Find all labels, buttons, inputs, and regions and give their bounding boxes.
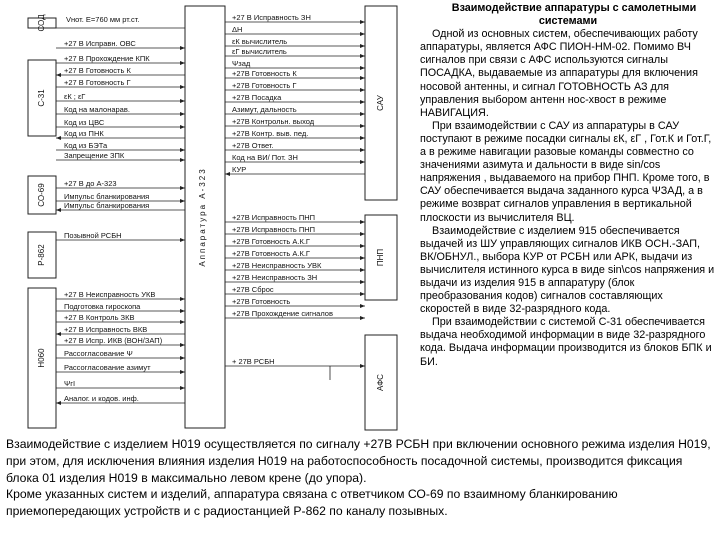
left-signal-label: Код на малонарав.: [64, 105, 130, 114]
left-signal-label: Аналог. и кодов. инф.: [64, 394, 139, 403]
section-title: Взаимодействие аппаратуры с самолетными системами: [451, 2, 697, 28]
right-signal-label: Ψзад: [232, 59, 251, 68]
paragraph-co69-p862: Кроме указанных систем и изделий, аппаратура связана с ответчиком СО‑69 по взаимному бланкированию приемопередающих устройств и с радиостанцией Р‑862 по каналу позывных.: [6, 487, 618, 519]
right-signal-label: εК вычислитель: [232, 37, 288, 46]
left-signal-label: Импульс бланкирования: [64, 192, 150, 201]
left-signal-line-head: [180, 238, 185, 242]
right-signal-label: +27В Готовность А.К.Г: [232, 237, 310, 246]
left-signal-line-head: [180, 158, 185, 162]
right-block-label: САУ: [376, 95, 386, 111]
right-signal-label: +27В Готовность А.К.Г: [232, 249, 310, 258]
right-signal-label: +27В Посадка: [232, 93, 282, 102]
right-signal-line-head: [360, 76, 365, 80]
right-signal-line-head: [360, 100, 365, 104]
left-signal-line-head: [180, 199, 185, 203]
left-signal-line-head: [180, 356, 185, 360]
left-signal-label: +27 В Исправн. ОВС: [64, 39, 136, 48]
left-signal-line-head: [180, 320, 185, 324]
left-signal-label: Импульс бланкирования: [64, 201, 150, 210]
left-signal-label: ΨгI: [64, 379, 76, 388]
right-signal-line-head: [360, 148, 365, 152]
right-block-label: АФС: [376, 374, 386, 391]
left-signal-line-head: [56, 401, 61, 405]
right-signal-line-head: [360, 292, 365, 296]
right-signal-label: +27В Контр. выв. пед.: [232, 129, 309, 138]
left-signal-label: +27 В Готовность К: [64, 66, 131, 75]
right-signal-line-head: [360, 66, 365, 70]
right-signal-label: Код на ВИ/ Пот. ЗН: [232, 153, 298, 162]
right-text-column: [420, 2, 716, 369]
right-signal-label: +27 В Исправность ЗН: [232, 13, 311, 22]
left-signal-line-head: [180, 46, 185, 50]
left-signal-label: +27 В Неисправность УКВ: [64, 290, 156, 299]
left-block-label: С-31: [37, 89, 47, 107]
interaction-diagram: [0, 0, 420, 435]
left-signal-line-head: [180, 370, 185, 374]
left-signal-label: Рассогласование азимут: [64, 363, 151, 372]
left-signal-label: +27 В Исправность ВКВ: [64, 325, 148, 334]
paragraph-915: Взаимодействие с изделием 915 обеспечивается выдачей из ШУ управляющих сигналов ИКВ ОСН.-ЗАП, ВК/ОБНУЛ., выбора КУР от РСБН или АРК, выдачи из вычислителя истинного курса в виде sin\cos напряжения и выдачи из изделия 915 в аппаратуру (блок преобразования кодов) сигналов составляющих скоростей в виде 32-разрядного кода.: [420, 224, 715, 316]
right-signal-line-head: [360, 44, 365, 48]
right-signal-label: +27В Неисправность УВК: [232, 261, 322, 270]
left-signal-label: +27 В Готовность Г: [64, 78, 131, 87]
right-signal-label: + 27В РСБН: [232, 357, 275, 366]
left-signal-line-head: [180, 297, 185, 301]
right-signal-label: ΔН: [232, 25, 243, 34]
left-signal-line-head: [56, 73, 61, 77]
left-signal-label: Код из ЦВС: [64, 118, 105, 127]
left-block-label: СО-69: [37, 183, 47, 207]
left-signal-line-head: [180, 61, 185, 65]
right-signal-line-head: [360, 232, 365, 236]
right-signal-label: +27В Ответ.: [232, 141, 274, 150]
left-signal-line-head: [180, 386, 185, 390]
left-signal-line-head: [56, 136, 61, 140]
left-signal-line-head: [180, 309, 185, 313]
right-signal-line-head: [360, 88, 365, 92]
right-signal-label: +27В Готовность Г: [232, 81, 297, 90]
left-signal-label: Подготовка гироскопа: [64, 302, 141, 311]
right-signal-label: +27В Готовность К: [232, 69, 297, 78]
right-signal-line-head: [360, 220, 365, 224]
right-block-label: ПНП: [376, 248, 386, 267]
left-signal-label: +27 В Контроль ЗКВ: [64, 313, 135, 322]
right-signal-line-head: [360, 256, 365, 260]
central-block-label: Аппаратура А-323: [198, 167, 207, 267]
left-signal-label: Код из ПНК: [64, 129, 104, 138]
left-signal-label: Код из БЭТа: [64, 141, 108, 150]
right-signal-line-head: [360, 160, 365, 164]
left-signal-label: +27 В Испр. ИКВ (ВОН/ЗАП): [64, 336, 163, 345]
right-signal-line-head: [360, 32, 365, 36]
right-signal-line-head: [360, 316, 365, 320]
left-block-label: Р-862: [37, 244, 47, 266]
left-signal-label: Позывной РСБН: [64, 231, 122, 240]
bottom-text: [6, 436, 716, 520]
right-signal-line-head: [360, 54, 365, 58]
left-signal-line-head: [180, 148, 185, 152]
right-signal-line-head: [225, 172, 230, 176]
right-signal-label: +27В Готовность: [232, 297, 291, 306]
left-signal-label: Vнот. Е=760 мм рт.ст.: [66, 15, 140, 24]
paragraph-afs: Одной из основных систем, обеспечивающих работу аппаратуры, является АФС ПИОН‑НМ‑02. Помимо ВЧ сигналов при связи с АФС используются сигналы ПОСАДКА, выдаваемые из аппаратуры для включения носовой антенны, и сигнал ГОТОВНОСТЬ АЗ для управления выбором антенн нос-хвост в режиме НАВИГАЦИЯ.: [420, 28, 698, 119]
left-signal-line-head: [180, 99, 185, 103]
right-signal-label: +27В Прохождение сигналов: [232, 309, 333, 318]
right-signal-label: εГ вычислитель: [232, 47, 287, 56]
right-signal-line-head: [360, 20, 365, 24]
left-signal-label: Рассогласование Ψ: [64, 349, 133, 358]
right-signal-label: +27В Исправность ПНП: [232, 213, 316, 222]
left-signal-label: Запрещение ЗПК: [64, 151, 125, 160]
right-signal-line-head: [360, 280, 365, 284]
right-signal-line-head: [360, 244, 365, 248]
right-signal-line-head: [360, 268, 365, 272]
right-signal-line-head: [360, 124, 365, 128]
left-signal-line-head: [180, 343, 185, 347]
right-signal-line-head: [360, 304, 365, 308]
left-signal-label: εК ; εГ: [64, 92, 86, 101]
right-signal-label: +27В Сброс: [232, 285, 274, 294]
left-signal-line-head: [56, 332, 61, 336]
left-signal-line-head: [180, 186, 185, 190]
right-signal-label: +27В Исправность ПНП: [232, 225, 316, 234]
left-signal-label: +27 В до А-323: [64, 179, 117, 188]
left-signal-line-head: [180, 85, 185, 89]
left-block-label: Н060: [37, 348, 47, 368]
paragraph-c31: При взаимодействии с системой С‑31 обеспечивается выдача необходимой информации в виде 32‑разрядного кода. Выдача информации производится из блоков БПК и БИ.: [420, 316, 712, 368]
left-signal-line-head: [180, 125, 185, 129]
right-signal-label: +27В Неисправность ЗН: [232, 273, 318, 282]
right-signal-label: КУР: [232, 165, 247, 174]
right-signal-label: +27В Контрольн. выход: [232, 117, 315, 126]
paragraph-h019: Взаимодействие с изделием Н019 осуществляется по сигналу +27В РСБН при включении основного режима изделия Н019, при этом, для исключения влияния изделия Н019 на работоспособность посадочной системы, производится фиксация блока 01 изделия Н019 в максимально левом крене (до упора).: [6, 437, 711, 485]
left-block-label: СОД: [37, 14, 47, 32]
left-signal-line-head: [180, 112, 185, 116]
right-signal-line-head: [360, 136, 365, 140]
right-signal-line-head: [360, 364, 365, 368]
right-signal-label: Азимут, дальность: [232, 105, 297, 114]
left-signal-line-head: [56, 208, 61, 212]
right-signal-line-head: [360, 112, 365, 116]
paragraph-sau: При взаимодействии с САУ из аппаратуры в САУ поступают в режиме посадки сигналы εК, εГ , Гот.К и Гот.Г, а в режиме навигации разовые команды совместно со значениями азимута и дальности в виде sin/cos напряжения , выдаваемого на прибор ПНП. Кроме того, в САУ обеспечивается выдача заданного курса ΨЗАД, а в режиме возврат сигналов управления в вертикальной плоскости из вычислителя ВЦ.: [420, 119, 712, 224]
left-signal-label: +27 В Прохождение КПК: [64, 54, 150, 63]
